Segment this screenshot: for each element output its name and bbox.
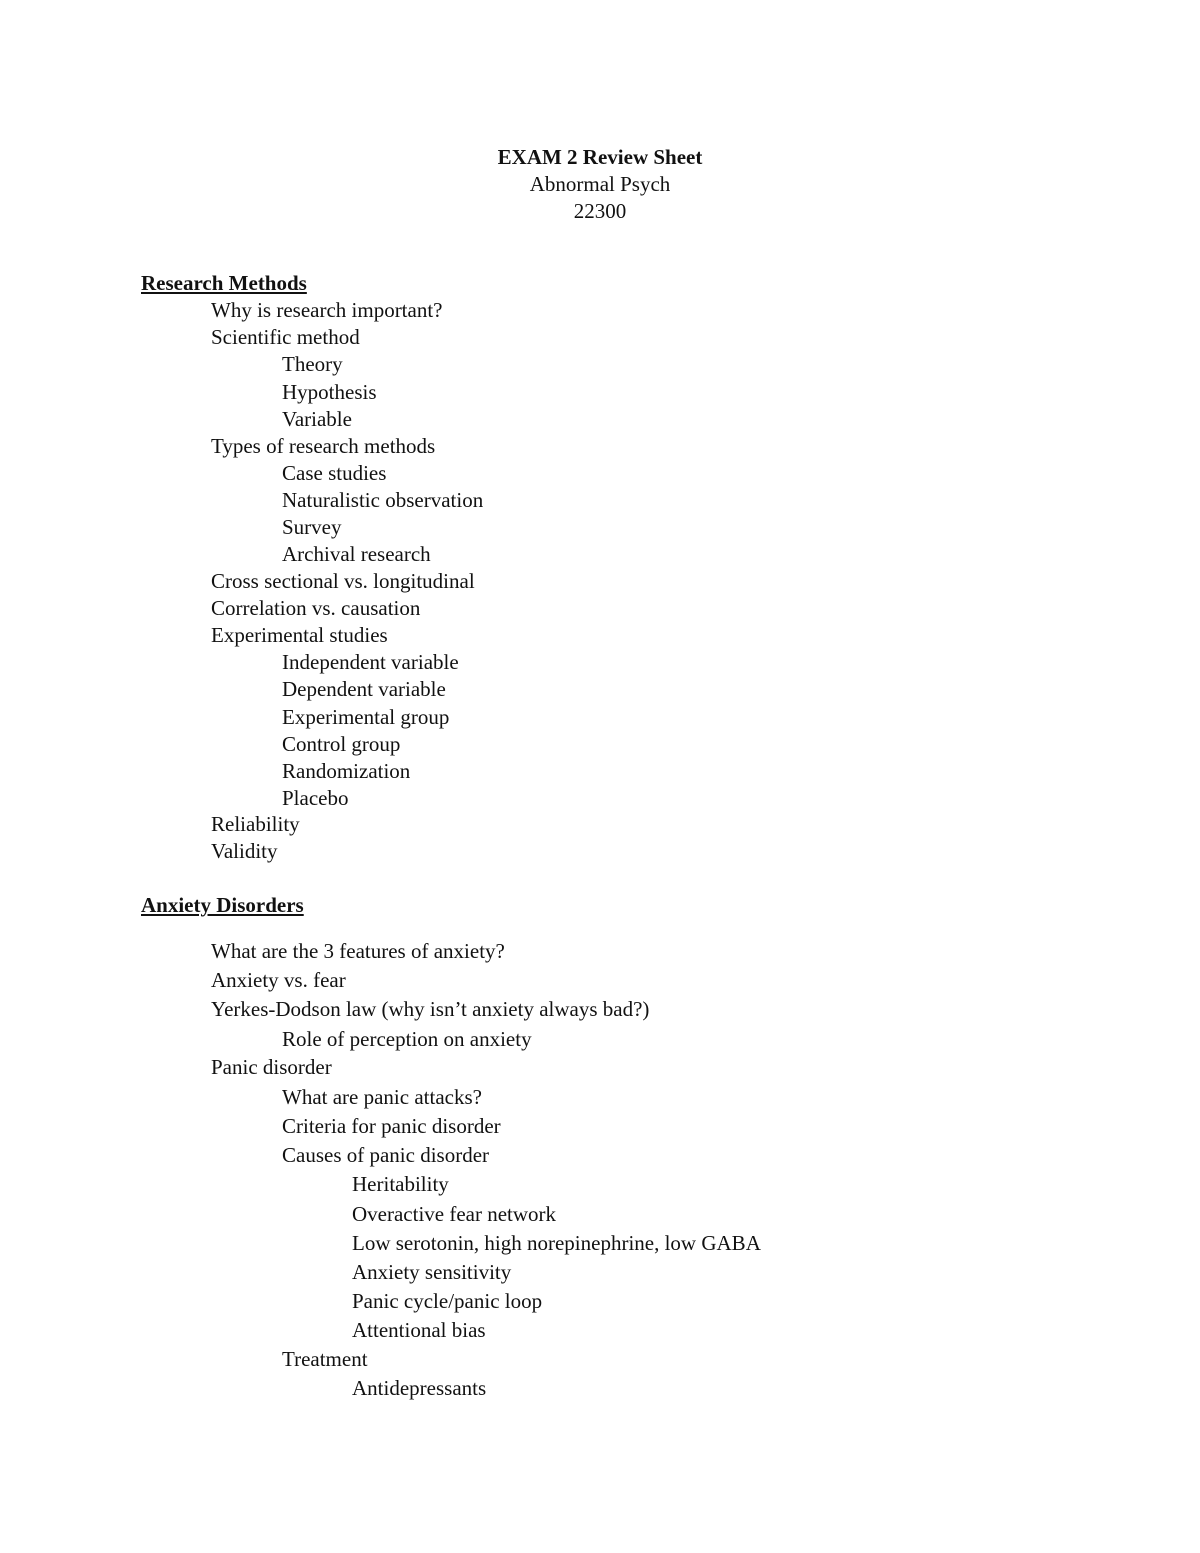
outline-item-text: Experimental group xyxy=(282,705,450,729)
outline-item-text: Attentional bias xyxy=(352,1318,486,1342)
outline-item-text: Naturalistic observation xyxy=(282,488,484,512)
outline-item-text: Randomization xyxy=(282,759,411,783)
outline-item-text: Types of research methods xyxy=(211,434,436,458)
section-heading-research-methods: Research Methods xyxy=(141,271,307,295)
outline-item-text: Causes of panic disorder xyxy=(282,1143,490,1167)
outline-item-text: Panic disorder xyxy=(211,1055,332,1079)
outline-item-text: Yerkes-Dodson law (why isn’t anxiety always bad?) xyxy=(211,997,650,1021)
outline-item-text: Why is research important? xyxy=(211,298,443,322)
outline-item-text: Anxiety sensitivity xyxy=(352,1260,512,1284)
outline-item-text: Panic cycle/panic loop xyxy=(352,1289,543,1313)
outline-item-text: Correlation vs. causation xyxy=(211,596,421,620)
outline-item-text: Treatment xyxy=(282,1347,368,1371)
outline-item-text: Survey xyxy=(282,515,342,539)
outline-item-text: Placebo xyxy=(282,786,349,810)
document-title: EXAM 2 Review Sheet xyxy=(497,145,703,169)
outline-item-text: What are panic attacks? xyxy=(282,1085,482,1109)
course-number: 22300 xyxy=(573,199,627,223)
outline-item-text: Scientific method xyxy=(211,325,360,349)
outline-item-text: Theory xyxy=(282,352,343,376)
outline-item-text: Cross sectional vs. longitudinal xyxy=(211,569,475,593)
outline-item-text: Anxiety vs. fear xyxy=(211,968,346,992)
outline-item-text: Control group xyxy=(282,732,401,756)
outline-item-text: What are the 3 features of anxiety? xyxy=(211,939,505,963)
outline-item-text: Overactive fear network xyxy=(352,1202,557,1226)
outline-item-text: Variable xyxy=(282,407,352,431)
outline-item-text: Independent variable xyxy=(282,650,459,674)
outline-item-text: Dependent variable xyxy=(282,677,446,701)
course-name: Abnormal Psych xyxy=(529,172,671,196)
outline-item-text: Hypothesis xyxy=(282,380,377,404)
outline-item-text: Reliability xyxy=(211,812,300,836)
outline-item-text: Heritability xyxy=(352,1172,449,1196)
outline-item-text: Validity xyxy=(211,839,278,863)
outline-item-text: Low serotonin, high norepinephrine, low GABA xyxy=(352,1231,761,1255)
outline-item-text: Experimental studies xyxy=(211,623,388,647)
outline-item-text: Archival research xyxy=(282,542,431,566)
outline-item-text: Case studies xyxy=(282,461,387,485)
section-heading-anxiety-disorders: Anxiety Disorders xyxy=(141,893,304,917)
outline-item-text: Criteria for panic disorder xyxy=(282,1114,501,1138)
outline-item-text: Role of perception on anxiety xyxy=(282,1027,532,1051)
outline-item-text: Antidepressants xyxy=(352,1376,487,1400)
